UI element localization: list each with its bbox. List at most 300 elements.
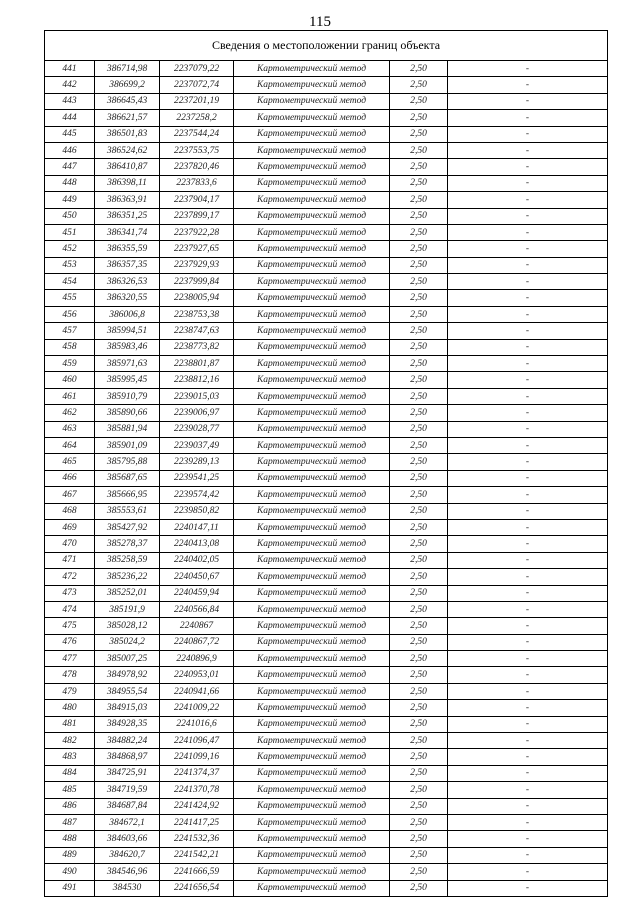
x-coordinate-cell: 386320,55 bbox=[95, 290, 160, 306]
y-coordinate-cell: 2240459,94 bbox=[160, 585, 234, 601]
point-number-cell: 443 bbox=[45, 93, 95, 109]
accuracy-cell: 2,50 bbox=[390, 503, 448, 519]
x-coordinate-cell: 384882,24 bbox=[95, 733, 160, 749]
description-cell: - bbox=[448, 192, 608, 208]
x-coordinate-cell: 385910,79 bbox=[95, 388, 160, 404]
description-cell: - bbox=[448, 224, 608, 240]
x-coordinate-cell: 385971,63 bbox=[95, 356, 160, 372]
point-number-cell: 468 bbox=[45, 503, 95, 519]
x-coordinate-cell: 386326,53 bbox=[95, 274, 160, 290]
point-number-cell: 469 bbox=[45, 519, 95, 535]
method-cell: Картометрический метод bbox=[234, 585, 390, 601]
y-coordinate-cell: 2240867,72 bbox=[160, 634, 234, 650]
point-number-cell: 478 bbox=[45, 667, 95, 683]
point-number-cell: 466 bbox=[45, 470, 95, 486]
x-coordinate-cell: 386357,35 bbox=[95, 257, 160, 273]
description-cell: - bbox=[448, 700, 608, 716]
method-cell: Картометрический метод bbox=[234, 126, 390, 142]
table-row bbox=[45, 339, 608, 355]
accuracy-cell: 2,50 bbox=[390, 77, 448, 93]
point-number-cell: 445 bbox=[45, 126, 95, 142]
method-cell: Картометрический метод bbox=[234, 356, 390, 372]
description-cell: - bbox=[448, 798, 608, 814]
method-cell: Картометрический метод bbox=[234, 274, 390, 290]
method-cell: Картометрический метод bbox=[234, 667, 390, 683]
x-coordinate-cell: 384719,59 bbox=[95, 782, 160, 798]
method-cell: Картометрический метод bbox=[234, 601, 390, 617]
method-cell: Картометрический метод bbox=[234, 388, 390, 404]
accuracy-cell: 2,50 bbox=[390, 798, 448, 814]
y-coordinate-cell: 2241417,25 bbox=[160, 814, 234, 830]
accuracy-cell: 2,50 bbox=[390, 61, 448, 77]
point-number-cell: 446 bbox=[45, 142, 95, 158]
point-number-cell: 472 bbox=[45, 569, 95, 585]
description-cell: - bbox=[448, 716, 608, 732]
table-row bbox=[45, 175, 608, 191]
accuracy-cell: 2,50 bbox=[390, 782, 448, 798]
y-coordinate-cell: 2237072,74 bbox=[160, 77, 234, 93]
point-number-cell: 470 bbox=[45, 536, 95, 552]
x-coordinate-cell: 386524,62 bbox=[95, 142, 160, 158]
y-coordinate-cell: 2241099,16 bbox=[160, 749, 234, 765]
x-coordinate-cell: 385007,25 bbox=[95, 651, 160, 667]
accuracy-cell: 2,50 bbox=[390, 569, 448, 585]
y-coordinate-cell: 2237201,19 bbox=[160, 93, 234, 109]
point-number-cell: 460 bbox=[45, 372, 95, 388]
method-cell: Картометрический метод bbox=[234, 372, 390, 388]
method-cell: Картометрический метод bbox=[234, 749, 390, 765]
table-row bbox=[45, 651, 608, 667]
table-row bbox=[45, 224, 608, 240]
boundary-table-container bbox=[44, 30, 607, 897]
method-cell: Картометрический метод bbox=[234, 159, 390, 175]
table-row bbox=[45, 569, 608, 585]
description-cell: - bbox=[448, 110, 608, 126]
accuracy-cell: 2,50 bbox=[390, 454, 448, 470]
x-coordinate-cell: 384928,35 bbox=[95, 716, 160, 732]
description-cell: - bbox=[448, 61, 608, 77]
y-coordinate-cell: 2241374,37 bbox=[160, 765, 234, 781]
accuracy-cell: 2,50 bbox=[390, 733, 448, 749]
method-cell: Картометрический метод bbox=[234, 61, 390, 77]
y-coordinate-cell: 2241656,54 bbox=[160, 880, 234, 896]
point-number-cell: 441 bbox=[45, 61, 95, 77]
description-cell: - bbox=[448, 454, 608, 470]
x-coordinate-cell: 384672,1 bbox=[95, 814, 160, 830]
y-coordinate-cell: 2240450,67 bbox=[160, 569, 234, 585]
x-coordinate-cell: 385666,95 bbox=[95, 487, 160, 503]
accuracy-cell: 2,50 bbox=[390, 372, 448, 388]
table-row bbox=[45, 241, 608, 257]
method-cell: Картометрический метод bbox=[234, 733, 390, 749]
x-coordinate-cell: 385252,01 bbox=[95, 585, 160, 601]
table-row bbox=[45, 110, 608, 126]
point-number-cell: 485 bbox=[45, 782, 95, 798]
table-row bbox=[45, 765, 608, 781]
x-coordinate-cell: 386714,98 bbox=[95, 61, 160, 77]
y-coordinate-cell: 2241424,92 bbox=[160, 798, 234, 814]
method-cell: Картометрический метод bbox=[234, 110, 390, 126]
table-row bbox=[45, 667, 608, 683]
x-coordinate-cell: 386006,8 bbox=[95, 306, 160, 322]
x-coordinate-cell: 384530 bbox=[95, 880, 160, 896]
table-row bbox=[45, 323, 608, 339]
description-cell: - bbox=[448, 601, 608, 617]
x-coordinate-cell: 386351,25 bbox=[95, 208, 160, 224]
table-row bbox=[45, 290, 608, 306]
y-coordinate-cell: 2240896,9 bbox=[160, 651, 234, 667]
x-coordinate-cell: 385994,51 bbox=[95, 323, 160, 339]
x-coordinate-cell: 386501,83 bbox=[95, 126, 160, 142]
description-cell: - bbox=[448, 536, 608, 552]
accuracy-cell: 2,50 bbox=[390, 274, 448, 290]
y-coordinate-cell: 2241016,6 bbox=[160, 716, 234, 732]
method-cell: Картометрический метод bbox=[234, 257, 390, 273]
x-coordinate-cell: 386341,74 bbox=[95, 224, 160, 240]
description-cell: - bbox=[448, 405, 608, 421]
description-cell: - bbox=[448, 126, 608, 142]
method-cell: Картометрический метод bbox=[234, 77, 390, 93]
description-cell: - bbox=[448, 159, 608, 175]
accuracy-cell: 2,50 bbox=[390, 814, 448, 830]
accuracy-cell: 2,50 bbox=[390, 339, 448, 355]
point-number-cell: 487 bbox=[45, 814, 95, 830]
description-cell: - bbox=[448, 880, 608, 896]
x-coordinate-cell: 385553,61 bbox=[95, 503, 160, 519]
point-number-cell: 450 bbox=[45, 208, 95, 224]
point-number-cell: 464 bbox=[45, 437, 95, 453]
table-row bbox=[45, 716, 608, 732]
description-cell: - bbox=[448, 733, 608, 749]
x-coordinate-cell: 385028,12 bbox=[95, 618, 160, 634]
method-cell: Картометрический метод bbox=[234, 634, 390, 650]
y-coordinate-cell: 2239541,25 bbox=[160, 470, 234, 486]
method-cell: Картометрический метод bbox=[234, 437, 390, 453]
accuracy-cell: 2,50 bbox=[390, 306, 448, 322]
y-coordinate-cell: 2237553,75 bbox=[160, 142, 234, 158]
accuracy-cell: 2,50 bbox=[390, 405, 448, 421]
accuracy-cell: 2,50 bbox=[390, 831, 448, 847]
point-number-cell: 454 bbox=[45, 274, 95, 290]
accuracy-cell: 2,50 bbox=[390, 470, 448, 486]
description-cell: - bbox=[448, 356, 608, 372]
y-coordinate-cell: 2240147,11 bbox=[160, 519, 234, 535]
description-cell: - bbox=[448, 421, 608, 437]
table-row bbox=[45, 798, 608, 814]
method-cell: Картометрический метод bbox=[234, 323, 390, 339]
method-cell: Картометрический метод bbox=[234, 503, 390, 519]
table-row bbox=[45, 634, 608, 650]
y-coordinate-cell: 2237899,17 bbox=[160, 208, 234, 224]
method-cell: Картометрический метод bbox=[234, 700, 390, 716]
table-row bbox=[45, 733, 608, 749]
method-cell: Картометрический метод bbox=[234, 339, 390, 355]
accuracy-cell: 2,50 bbox=[390, 290, 448, 306]
accuracy-cell: 2,50 bbox=[390, 601, 448, 617]
point-number-cell: 451 bbox=[45, 224, 95, 240]
y-coordinate-cell: 2239006,97 bbox=[160, 405, 234, 421]
point-number-cell: 490 bbox=[45, 864, 95, 880]
method-cell: Картометрический метод bbox=[234, 765, 390, 781]
method-cell: Картометрический метод bbox=[234, 618, 390, 634]
y-coordinate-cell: 2237833,6 bbox=[160, 175, 234, 191]
table-row bbox=[45, 192, 608, 208]
point-number-cell: 448 bbox=[45, 175, 95, 191]
accuracy-cell: 2,50 bbox=[390, 224, 448, 240]
method-cell: Картометрический метод bbox=[234, 519, 390, 535]
table-row bbox=[45, 519, 608, 535]
method-cell: Картометрический метод bbox=[234, 782, 390, 798]
y-coordinate-cell: 2237999,84 bbox=[160, 274, 234, 290]
description-cell: - bbox=[448, 782, 608, 798]
description-cell: - bbox=[448, 372, 608, 388]
x-coordinate-cell: 384725,91 bbox=[95, 765, 160, 781]
y-coordinate-cell: 2238747,63 bbox=[160, 323, 234, 339]
method-cell: Картометрический метод bbox=[234, 651, 390, 667]
table-row bbox=[45, 585, 608, 601]
description-cell: - bbox=[448, 241, 608, 257]
point-number-cell: 476 bbox=[45, 634, 95, 650]
point-number-cell: 480 bbox=[45, 700, 95, 716]
method-cell: Картометрический метод bbox=[234, 847, 390, 863]
x-coordinate-cell: 384978,92 bbox=[95, 667, 160, 683]
description-cell: - bbox=[448, 93, 608, 109]
description-cell: - bbox=[448, 634, 608, 650]
method-cell: Картометрический метод bbox=[234, 142, 390, 158]
description-cell: - bbox=[448, 306, 608, 322]
table-row bbox=[45, 683, 608, 699]
y-coordinate-cell: 2241666,59 bbox=[160, 864, 234, 880]
method-cell: Картометрический метод bbox=[234, 454, 390, 470]
table-row bbox=[45, 405, 608, 421]
table-row bbox=[45, 306, 608, 322]
description-cell: - bbox=[448, 749, 608, 765]
table-row bbox=[45, 274, 608, 290]
table-row bbox=[45, 208, 608, 224]
accuracy-cell: 2,50 bbox=[390, 126, 448, 142]
x-coordinate-cell: 384868,97 bbox=[95, 749, 160, 765]
table-row bbox=[45, 618, 608, 634]
table-row bbox=[45, 159, 608, 175]
table-row bbox=[45, 749, 608, 765]
point-number-cell: 467 bbox=[45, 487, 95, 503]
accuracy-cell: 2,50 bbox=[390, 437, 448, 453]
y-coordinate-cell: 2239289,13 bbox=[160, 454, 234, 470]
x-coordinate-cell: 384620,7 bbox=[95, 847, 160, 863]
point-number-cell: 457 bbox=[45, 323, 95, 339]
accuracy-cell: 2,50 bbox=[390, 257, 448, 273]
table-title: Сведения о местоположении границ объекта bbox=[45, 31, 608, 61]
y-coordinate-cell: 2239015,03 bbox=[160, 388, 234, 404]
point-number-cell: 489 bbox=[45, 847, 95, 863]
y-coordinate-cell: 2240941,66 bbox=[160, 683, 234, 699]
method-cell: Картометрический метод bbox=[234, 536, 390, 552]
description-cell: - bbox=[448, 864, 608, 880]
accuracy-cell: 2,50 bbox=[390, 683, 448, 699]
method-cell: Картометрический метод bbox=[234, 290, 390, 306]
x-coordinate-cell: 386645,43 bbox=[95, 93, 160, 109]
y-coordinate-cell: 2240566,84 bbox=[160, 601, 234, 617]
description-cell: - bbox=[448, 651, 608, 667]
y-coordinate-cell: 2237258,2 bbox=[160, 110, 234, 126]
x-coordinate-cell: 385278,37 bbox=[95, 536, 160, 552]
table-row bbox=[45, 372, 608, 388]
y-coordinate-cell: 2237922,28 bbox=[160, 224, 234, 240]
table-row bbox=[45, 437, 608, 453]
accuracy-cell: 2,50 bbox=[390, 847, 448, 863]
method-cell: Картометрический метод bbox=[234, 716, 390, 732]
accuracy-cell: 2,50 bbox=[390, 634, 448, 650]
accuracy-cell: 2,50 bbox=[390, 241, 448, 257]
method-cell: Картометрический метод bbox=[234, 569, 390, 585]
table-row bbox=[45, 470, 608, 486]
method-cell: Картометрический метод bbox=[234, 864, 390, 880]
table-row bbox=[45, 814, 608, 830]
method-cell: Картометрический метод bbox=[234, 683, 390, 699]
point-number-cell: 458 bbox=[45, 339, 95, 355]
point-number-cell: 475 bbox=[45, 618, 95, 634]
y-coordinate-cell: 2239028,77 bbox=[160, 421, 234, 437]
y-coordinate-cell: 2239574,42 bbox=[160, 487, 234, 503]
point-number-cell: 452 bbox=[45, 241, 95, 257]
method-cell: Картометрический метод bbox=[234, 93, 390, 109]
y-coordinate-cell: 2240402,05 bbox=[160, 552, 234, 568]
point-number-cell: 455 bbox=[45, 290, 95, 306]
table-row bbox=[45, 503, 608, 519]
description-cell: - bbox=[448, 142, 608, 158]
point-number-cell: 482 bbox=[45, 733, 95, 749]
y-coordinate-cell: 2240953,01 bbox=[160, 667, 234, 683]
table-row bbox=[45, 864, 608, 880]
accuracy-cell: 2,50 bbox=[390, 552, 448, 568]
table-row bbox=[45, 536, 608, 552]
description-cell: - bbox=[448, 323, 608, 339]
y-coordinate-cell: 2241096,47 bbox=[160, 733, 234, 749]
x-coordinate-cell: 385901,09 bbox=[95, 437, 160, 453]
point-number-cell: 477 bbox=[45, 651, 95, 667]
y-coordinate-cell: 2241370,78 bbox=[160, 782, 234, 798]
description-cell: - bbox=[448, 175, 608, 191]
method-cell: Картометрический метод bbox=[234, 405, 390, 421]
table-row bbox=[45, 257, 608, 273]
x-coordinate-cell: 385983,46 bbox=[95, 339, 160, 355]
accuracy-cell: 2,50 bbox=[390, 864, 448, 880]
point-number-cell: 483 bbox=[45, 749, 95, 765]
table-row bbox=[45, 487, 608, 503]
table-row bbox=[45, 421, 608, 437]
x-coordinate-cell: 386410,87 bbox=[95, 159, 160, 175]
table-row bbox=[45, 356, 608, 372]
y-coordinate-cell: 2239037,49 bbox=[160, 437, 234, 453]
x-coordinate-cell: 386699,2 bbox=[95, 77, 160, 93]
table-row bbox=[45, 700, 608, 716]
y-coordinate-cell: 2237544,24 bbox=[160, 126, 234, 142]
table-row bbox=[45, 552, 608, 568]
description-cell: - bbox=[448, 552, 608, 568]
table-row bbox=[45, 388, 608, 404]
accuracy-cell: 2,50 bbox=[390, 388, 448, 404]
x-coordinate-cell: 386621,57 bbox=[95, 110, 160, 126]
y-coordinate-cell: 2239850,82 bbox=[160, 503, 234, 519]
point-number-cell: 444 bbox=[45, 110, 95, 126]
y-coordinate-cell: 2240413,08 bbox=[160, 536, 234, 552]
description-cell: - bbox=[448, 339, 608, 355]
description-cell: - bbox=[448, 814, 608, 830]
method-cell: Картометрический метод bbox=[234, 470, 390, 486]
method-cell: Картометрический метод bbox=[234, 241, 390, 257]
accuracy-cell: 2,50 bbox=[390, 700, 448, 716]
point-number-cell: 449 bbox=[45, 192, 95, 208]
x-coordinate-cell: 385236,22 bbox=[95, 569, 160, 585]
description-cell: - bbox=[448, 503, 608, 519]
y-coordinate-cell: 2241009,22 bbox=[160, 700, 234, 716]
point-number-cell: 447 bbox=[45, 159, 95, 175]
accuracy-cell: 2,50 bbox=[390, 618, 448, 634]
y-coordinate-cell: 2237929,93 bbox=[160, 257, 234, 273]
table-row bbox=[45, 880, 608, 896]
method-cell: Картометрический метод bbox=[234, 208, 390, 224]
description-cell: - bbox=[448, 569, 608, 585]
method-cell: Картометрический метод bbox=[234, 814, 390, 830]
x-coordinate-cell: 384603,66 bbox=[95, 831, 160, 847]
method-cell: Картометрический метод bbox=[234, 487, 390, 503]
method-cell: Картометрический метод bbox=[234, 175, 390, 191]
boundary-coordinates-table bbox=[44, 30, 608, 897]
table-row bbox=[45, 831, 608, 847]
description-cell: - bbox=[448, 831, 608, 847]
description-cell: - bbox=[448, 519, 608, 535]
description-cell: - bbox=[448, 257, 608, 273]
point-number-cell: 491 bbox=[45, 880, 95, 896]
x-coordinate-cell: 384955,54 bbox=[95, 683, 160, 699]
y-coordinate-cell: 2237820,46 bbox=[160, 159, 234, 175]
accuracy-cell: 2,50 bbox=[390, 651, 448, 667]
table-row bbox=[45, 61, 608, 77]
accuracy-cell: 2,50 bbox=[390, 192, 448, 208]
method-cell: Картометрический метод bbox=[234, 798, 390, 814]
description-cell: - bbox=[448, 470, 608, 486]
accuracy-cell: 2,50 bbox=[390, 716, 448, 732]
accuracy-cell: 2,50 bbox=[390, 421, 448, 437]
description-cell: - bbox=[448, 208, 608, 224]
y-coordinate-cell: 2238753,38 bbox=[160, 306, 234, 322]
method-cell: Картометрический метод bbox=[234, 880, 390, 896]
point-number-cell: 459 bbox=[45, 356, 95, 372]
accuracy-cell: 2,50 bbox=[390, 159, 448, 175]
description-cell: - bbox=[448, 487, 608, 503]
x-coordinate-cell: 385995,45 bbox=[95, 372, 160, 388]
point-number-cell: 462 bbox=[45, 405, 95, 421]
x-coordinate-cell: 385687,65 bbox=[95, 470, 160, 486]
table-row bbox=[45, 454, 608, 470]
table-body bbox=[45, 31, 608, 897]
method-cell: Картометрический метод bbox=[234, 192, 390, 208]
accuracy-cell: 2,50 bbox=[390, 175, 448, 191]
x-coordinate-cell: 385191,9 bbox=[95, 601, 160, 617]
table-row bbox=[45, 142, 608, 158]
point-number-cell: 461 bbox=[45, 388, 95, 404]
table-row bbox=[45, 126, 608, 142]
point-number-cell: 486 bbox=[45, 798, 95, 814]
point-number-cell: 456 bbox=[45, 306, 95, 322]
description-cell: - bbox=[448, 618, 608, 634]
x-coordinate-cell: 385258,59 bbox=[95, 552, 160, 568]
description-cell: - bbox=[448, 683, 608, 699]
accuracy-cell: 2,50 bbox=[390, 667, 448, 683]
description-cell: - bbox=[448, 847, 608, 863]
x-coordinate-cell: 384546,96 bbox=[95, 864, 160, 880]
y-coordinate-cell: 2241532,36 bbox=[160, 831, 234, 847]
